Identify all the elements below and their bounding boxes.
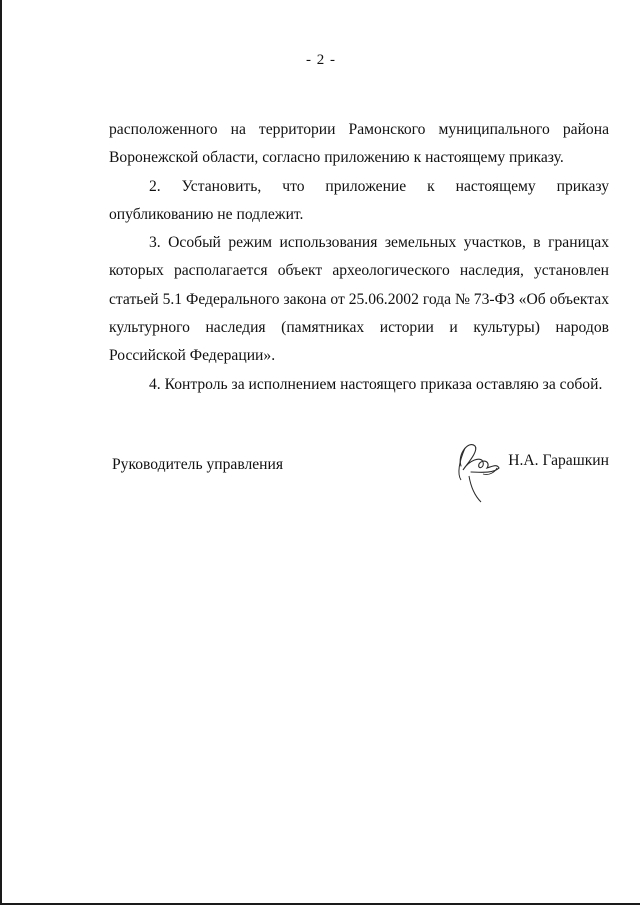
signature-block xyxy=(109,452,609,512)
signatory-name: Н.А. Гарашкин xyxy=(508,452,609,469)
paragraph-item-2: 2. Установить, что приложение к настоящему приказу опубликованию не подлежит. xyxy=(109,177,609,223)
paragraph-item-3: 3. Особый режим использования земельных участков, в границах которых располагается объект археологического наследия, установлен статьей 5.1 Федерального закона от 25.06.2002 года № 73-ФЗ «Об объектах культурного наследия (памятниках истории и культуры) народов Российской Федерации». xyxy=(109,234,609,365)
signatory-position: Руководитель управления xyxy=(112,456,284,473)
paragraph-item-4: 4. Контроль за исполнением настоящего приказа оставляю за собой. xyxy=(149,375,603,393)
page-number: - 2 - xyxy=(306,52,336,68)
handwritten-signature xyxy=(447,436,507,506)
paragraph-continuation: расположенного на территории Рамонского муниципального района Воронежской области, согласно приложению к настоящему приказу. xyxy=(109,121,609,167)
document-body xyxy=(109,116,609,399)
